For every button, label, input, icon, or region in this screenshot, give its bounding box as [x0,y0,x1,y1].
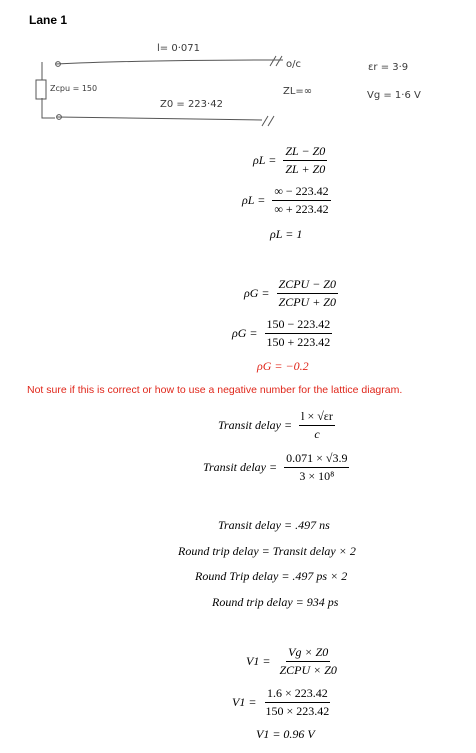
v1-formula [246,645,339,678]
rhoG-numerator: ZCPU − Z0 [277,277,338,294]
open-end-top-marks [270,56,282,66]
round-trip-result: Round trip delay = 934 ps [212,595,339,609]
rhoG-lhs: ρG = [244,286,270,300]
v1-denominator: ZCPU × Z0 [279,663,337,677]
rhoG-lhs-2: ρG = [232,326,258,340]
rhoG-numerator-values: 150 − 223.42 [265,317,333,334]
rhoL-substitution [242,184,331,217]
source-impedance-label: Zcpu = 150 [50,84,98,93]
open-end-bottom-marks [262,116,274,126]
transit-numerator: l × √εr [299,409,335,426]
page-title: Lane 1 [29,13,68,27]
transit-denominator: c [314,427,320,441]
load-impedance-label: ZL=∞ [283,86,313,97]
v1-substitution [232,686,331,719]
round-trip-formula: Round trip delay = Transit delay × 2 [178,544,356,558]
rhoG-result: ρG = −0.2 [257,359,309,373]
v1-numerator-values: 1.6 × 223.42 [265,686,330,703]
v1-numerator: Vg × Z0 [286,645,330,662]
rhoG-denominator-values: 150 + 223.42 [266,335,331,349]
v1-denominator-values: 150 × 223.42 [265,704,330,718]
source-voltage-label: Vg = 1·6 V [367,90,421,101]
author-note: Not sure if this is correct or how to use a negative number for the lattice diagram. [27,384,403,396]
rhoG-denominator: ZCPU + Z0 [278,295,336,309]
rhoG-substitution [232,317,332,350]
line-length-label: l= 0·071 [157,43,200,54]
transit-substitution [203,451,349,484]
rhoL-denominator: ZL + Z0 [285,162,326,176]
rhoL-lhs-2: ρL = [242,193,266,207]
top-conductor-line [56,60,283,64]
rhoL-lhs: ρL = [253,153,277,167]
rhoG-formula [244,277,338,310]
transit-lhs: Transit delay = [218,418,293,432]
permittivity-label: εr = 3·9 [368,62,409,73]
rhoL-numerator: ZL − Z0 [283,144,327,161]
rhoL-numerator-values: ∞ − 223.42 [272,184,330,201]
rhoL-result: ρL = 1 [270,227,303,241]
transit-lhs-2: Transit delay = [203,460,278,474]
v1-lhs: V1 = [246,654,271,668]
characteristic-impedance-label: Z0 = 223·42 [160,99,223,110]
transit-formula [218,409,335,442]
transit-result: Transit delay = .497 ns [218,518,330,532]
transit-numerator-values: 0.071 × √3.9 [284,451,349,468]
v1-lhs-2: V1 = [232,695,257,709]
round-trip-substitution: Round Trip delay = .497 ps × 2 [195,569,348,583]
open-circuit-label: o/c [286,59,301,70]
zcpu-resistor [36,80,46,99]
rhoL-denominator-values: ∞ + 223.42 [274,202,329,216]
v1-result: V1 = 0.96 V [256,727,315,741]
transit-denominator-values: 3 × 10⁸ [299,469,335,483]
bottom-conductor-line [57,117,262,120]
rhoL-formula [253,144,327,177]
source-bottom-wire [42,98,55,118]
